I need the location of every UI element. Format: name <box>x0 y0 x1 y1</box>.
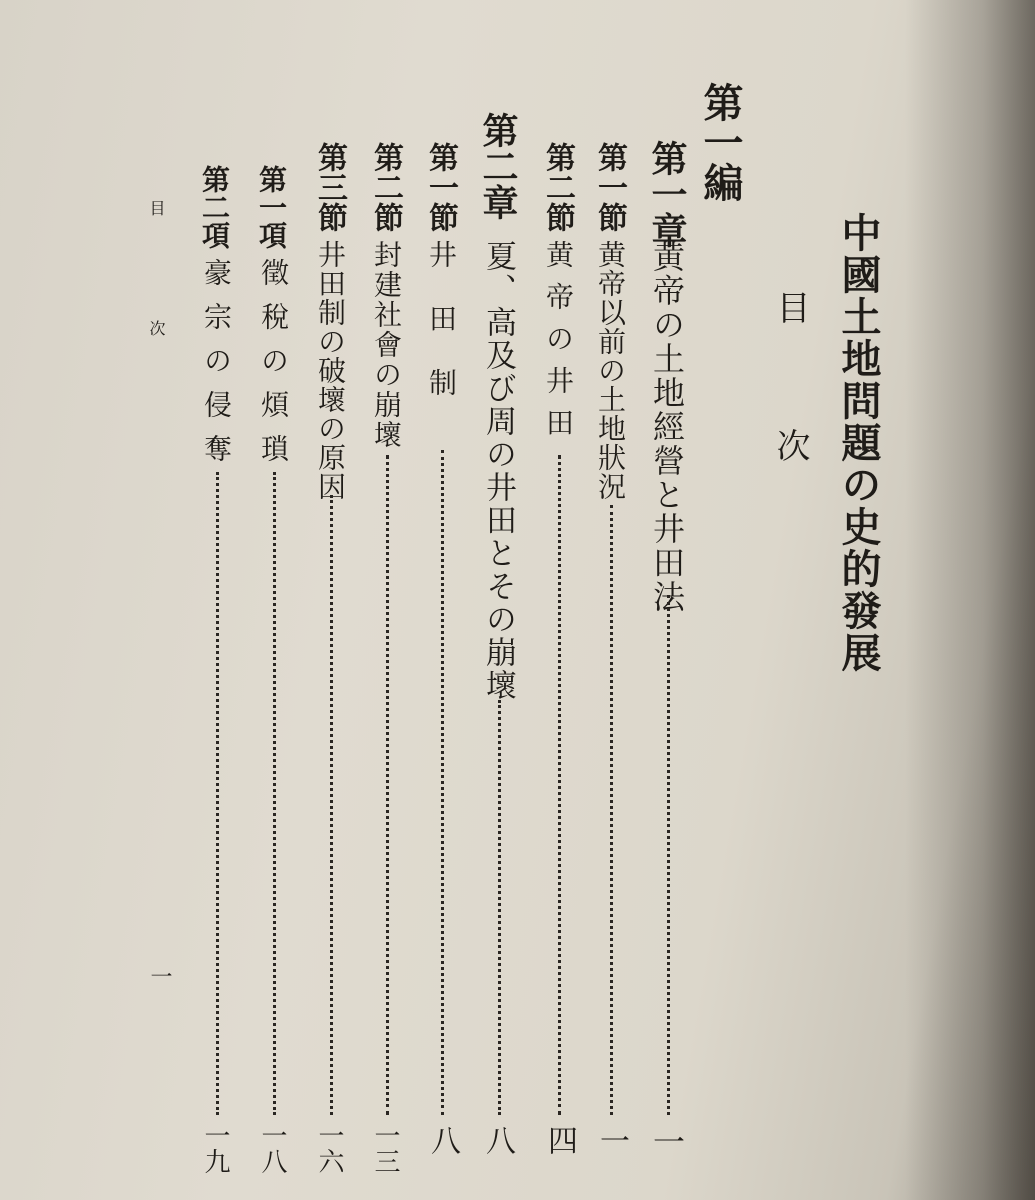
toc-entry[interactable] <box>478 0 528 1200</box>
entry-page-number: 一九 <box>200 1122 230 1174</box>
entry-title: 封建社會の崩壞 <box>370 240 403 450</box>
entry-label: 第二項 <box>198 165 231 249</box>
entry-label: 第一節 <box>423 142 458 232</box>
leader-dots <box>667 595 670 1115</box>
toc-entry[interactable] <box>540 0 590 1200</box>
running-footer-page-number: 一 <box>147 965 172 987</box>
leader-dots <box>441 450 444 1115</box>
entry-page-number: 一六 <box>314 1122 344 1174</box>
entry-title: 黄帝の井田 <box>542 240 575 450</box>
entry-page-number: 一 <box>648 1125 686 1157</box>
toc-entry[interactable] <box>255 0 305 1200</box>
entry-title: 豪宗の侵奪 <box>200 258 233 478</box>
entry-label: 第三節 <box>312 142 347 232</box>
entry-label: 第二節 <box>540 142 575 232</box>
entry-title: 黄帝の土地經營と井田法 <box>648 240 686 614</box>
leader-dots <box>273 472 276 1115</box>
entry-title: 夏、高及び周の井田とその崩壞 <box>480 240 516 702</box>
running-footer-label: 目次 <box>147 200 166 440</box>
toc-entry[interactable] <box>423 0 473 1200</box>
toc-entry[interactable] <box>368 0 418 1200</box>
entry-page-number: 八 <box>480 1125 515 1155</box>
entry-title: 井田制 <box>425 240 458 432</box>
entry-label: 第二節 <box>368 142 403 232</box>
entry-title: 徵稅の煩瑣 <box>257 258 290 478</box>
leader-dots <box>216 472 219 1115</box>
leader-dots <box>498 700 501 1115</box>
entry-page-number: 一 <box>594 1125 629 1155</box>
toc-entry[interactable] <box>312 0 362 1200</box>
leader-dots <box>330 495 333 1115</box>
entry-title: 黄帝以前の土地狀況 <box>594 240 627 501</box>
entry-page-number: 一八 <box>257 1122 287 1174</box>
leader-dots <box>386 455 389 1115</box>
entry-label: 第二章 <box>477 112 519 220</box>
toc-heading: 目次 <box>770 290 810 566</box>
entry-label: 第一項 <box>255 165 288 249</box>
leader-dots <box>610 505 613 1115</box>
entry-label: 第一節 <box>592 142 627 232</box>
toc-entry[interactable] <box>645 0 695 1200</box>
entry-title: 井田制の破壞の原因 <box>314 240 347 501</box>
toc-entry[interactable] <box>592 0 642 1200</box>
toc-entry[interactable] <box>198 0 248 1200</box>
entry-page-number: 四 <box>542 1125 577 1155</box>
entry-page-number: 八 <box>425 1125 460 1155</box>
leader-dots <box>558 455 561 1115</box>
entry-page-number: 一三 <box>370 1122 400 1174</box>
book-title: 中國土地問題の史的發展 <box>835 212 882 674</box>
part-label: 第一編 <box>697 82 744 202</box>
entry-label: 第一章 <box>646 140 688 248</box>
